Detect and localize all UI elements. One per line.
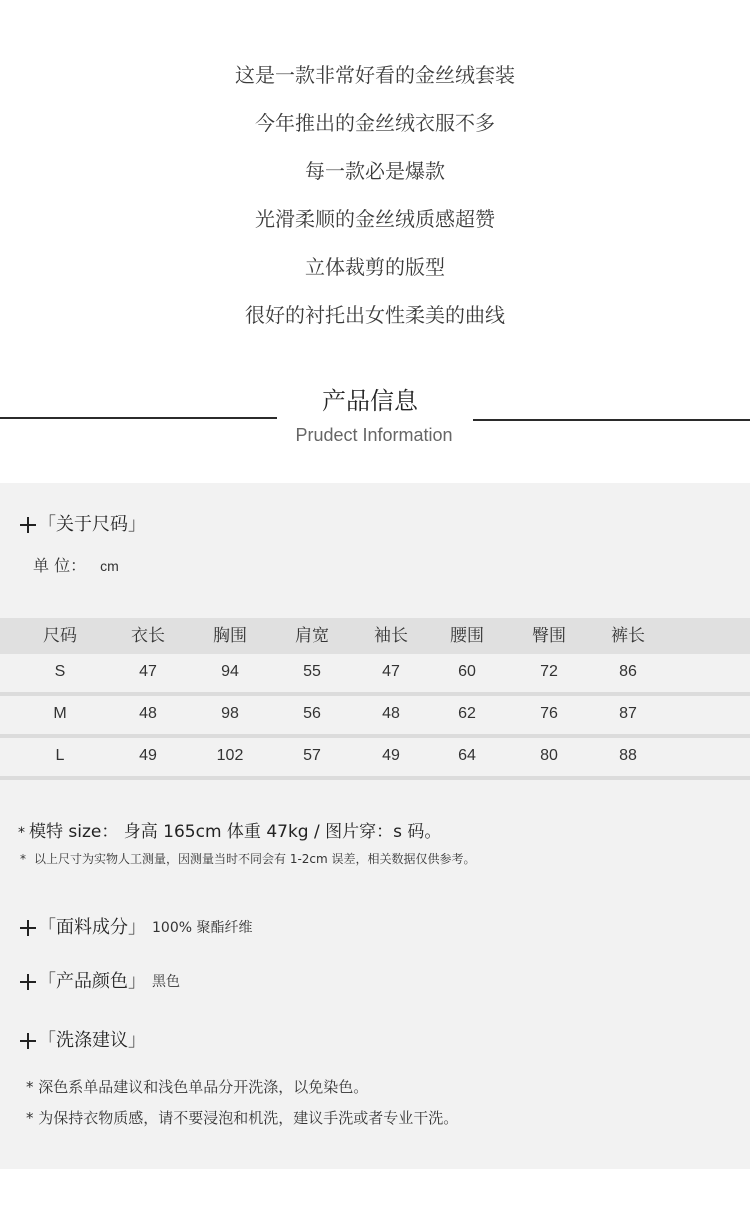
color-heading (20, 970, 180, 994)
wash-heading-label: 「洗涤建议」 (38, 1030, 146, 1051)
size-table (0, 618, 750, 780)
table-cell: 48 (382, 705, 400, 722)
table-cell: 87 (619, 705, 637, 722)
color-heading-label: 「产品颜色」 (38, 971, 146, 992)
plus-icon (20, 920, 36, 936)
unit-value: cm (100, 558, 119, 574)
asterisk: * (18, 825, 25, 841)
table-cell: 86 (619, 663, 637, 680)
column-header: 肩宽 (295, 626, 329, 646)
table-cell: 80 (540, 747, 558, 764)
column-header: 裤长 (611, 626, 645, 646)
table-cell: 76 (540, 705, 558, 722)
table-cell: 48 (139, 705, 157, 722)
intro-line: 很好的衬托出女性柔美的曲线 (245, 303, 505, 327)
table-row (0, 654, 750, 696)
table-cell: L (55, 747, 65, 764)
table-cell: S (54, 663, 66, 680)
size-heading-label: 「关于尺码」 (38, 514, 146, 535)
table-cell: 62 (458, 705, 476, 722)
table-cell: 88 (619, 747, 637, 764)
plus-icon (20, 974, 36, 990)
divider-right (473, 419, 750, 421)
table-cell: M (53, 705, 67, 722)
table-cell: 56 (303, 705, 321, 722)
intro-line: 这是一款非常好看的金丝绒套装 (235, 63, 515, 87)
intro-copy (0, 57, 750, 345)
column-header: 腰围 (450, 626, 484, 646)
disclaimer-text: 以上尺寸为实物人工测量，因测量当时不同会有 1-2cm 误差，相关数据仅供参考。 (34, 852, 476, 866)
column-header: 尺码 (43, 626, 77, 646)
table-cell: 47 (382, 663, 400, 680)
fabric-heading-label: 「面料成分」 (38, 917, 146, 938)
model-size-text: 模特 size： 身高 165cm 体重 47kg / 图片穿：s 码。 (29, 822, 442, 842)
table-cell: 49 (139, 747, 157, 764)
table-cell: 60 (458, 663, 476, 680)
table-cell: 57 (303, 747, 321, 764)
table-cell: 72 (540, 663, 558, 680)
intro-line: 立体裁剪的版型 (305, 255, 445, 279)
model-size-note (18, 817, 441, 842)
table-cell: 64 (458, 747, 476, 764)
plus-icon (20, 517, 36, 533)
measurement-disclaimer (20, 850, 476, 867)
info-panel (0, 483, 750, 1169)
wash-heading (20, 1029, 146, 1053)
unit-label: 单 位： (33, 556, 87, 575)
table-header-row (0, 618, 750, 654)
plus-icon (20, 1033, 36, 1049)
table-cell: 98 (221, 705, 239, 722)
intro-line: 光滑柔顺的金丝绒质感超赞 (255, 207, 495, 231)
column-header: 衣长 (131, 626, 165, 646)
fabric-value: 100% 聚酯纤维 (152, 920, 253, 936)
care-instruction: * 为保持衣物质感，请不要浸泡和机洗，建议手洗或者专业干洗。 (26, 1109, 459, 1127)
table-cell: 47 (139, 663, 157, 680)
intro-line: 今年推出的金丝绒衣服不多 (255, 111, 495, 135)
asterisk: * (20, 852, 26, 866)
size-heading (20, 513, 146, 537)
column-header: 袖长 (374, 626, 408, 646)
section-header (0, 384, 750, 454)
table-row (0, 738, 750, 780)
table-cell: 55 (303, 663, 321, 680)
table-cell: 49 (382, 747, 400, 764)
column-header: 臀围 (532, 626, 566, 646)
table-cell: 94 (221, 663, 239, 680)
color-value: 黑色 (152, 974, 180, 990)
care-instruction: * 深色系单品建议和浅色单品分开洗涤，以免染色。 (26, 1078, 369, 1096)
table-row (0, 696, 750, 738)
column-header: 胸围 (213, 626, 247, 646)
section-subtitle: Prudect Information (295, 425, 453, 445)
table-cell: 102 (216, 747, 244, 764)
intro-line: 每一款必是爆款 (305, 159, 445, 183)
section-title: 产品信息 (322, 387, 418, 415)
fabric-heading (20, 916, 252, 940)
unit-line (33, 553, 119, 576)
